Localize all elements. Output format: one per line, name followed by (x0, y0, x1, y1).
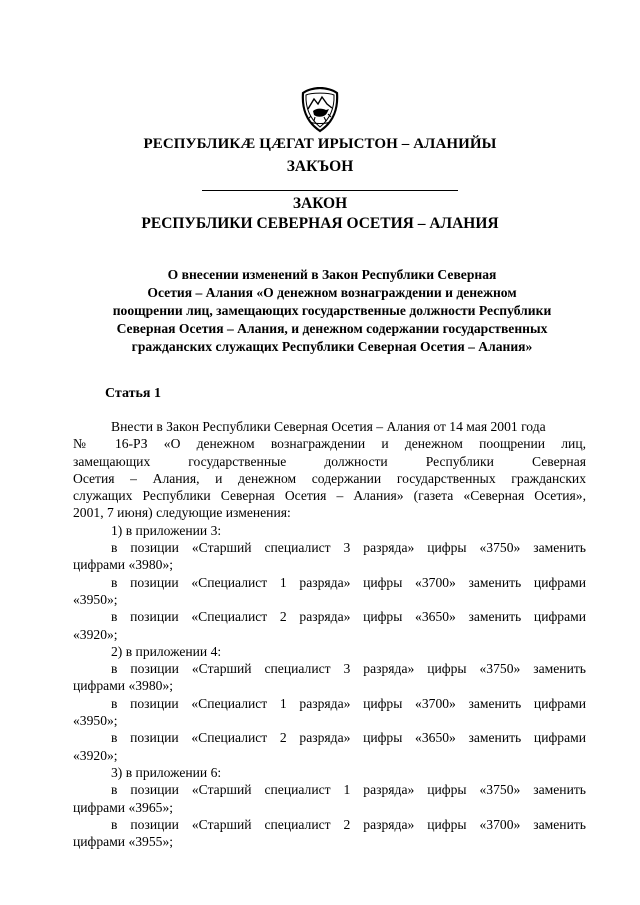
subject-line: поощрении лиц, замещающих государственные должности Республики (112, 303, 552, 318)
body-line: в позиции «Специалист 2 разряда» цифры «3650» заменить цифрами (111, 609, 586, 625)
body-line: цифрами «3980»; (73, 557, 174, 573)
body-line: «3950»; (73, 713, 118, 729)
body-line: в позиции «Старший специалист 1 разряда» цифры «3750» заменить (111, 782, 586, 798)
body-line: «3950»; (73, 591, 118, 607)
law-title-russian: ЗАКОН (292, 195, 348, 212)
body-line: № 16-РЗ «О денежном вознаграждении и денежном поощрении лиц, (73, 436, 586, 452)
republic-title-ossetian: РЕСПУБЛИКÆ ЦÆГАТ ИРЫСТОН – АЛАНИЙЫ (143, 136, 497, 152)
body-line: Осетия – Алания, и денежном содержании государственных гражданских (73, 470, 586, 486)
body-line: в позиции «Специалист 1 разряда» цифры «3700» заменить цифрами (111, 574, 586, 590)
body-line: цифрами «3955»; (73, 834, 174, 850)
body-line: служащих Республики Северная Осетия – Алания» (газета «Северная Осетия», (73, 488, 586, 504)
subject-line: О внесении изменений в Закон Республики Северная (167, 267, 497, 282)
divider (202, 190, 458, 191)
body-line: 3) в приложении 6: (111, 764, 222, 780)
article-body (73, 418, 586, 850)
subject-line: Северная Осетия – Алания, и денежном содержании государственных (116, 321, 548, 336)
body-line: в позиции «Старший специалист 3 разряда» цифры «3750» заменить (111, 540, 586, 556)
coat-of-arms-icon (300, 87, 340, 133)
body-line: цифрами «3980»; (73, 678, 174, 694)
article-heading: Статья 1 (105, 386, 161, 401)
body-line: 2001, 7 июня) следующие изменения: (73, 505, 291, 521)
body-line: в позиции «Специалист 2 разряда» цифры «3650» заменить цифрами (111, 730, 586, 746)
body-line: Внести в Закон Республики Северная Осетия – Алания от 14 мая 2001 года (111, 419, 546, 434)
body-line: замещающих государственные должности Республики Северная (73, 453, 586, 469)
subject-line: Осетия – Алания «О денежном вознаграждении и денежном (147, 285, 517, 300)
body-line: в позиции «Специалист 1 разряда» цифры «3700» заменить цифрами (111, 695, 586, 711)
body-line: 2) в приложении 4: (111, 643, 222, 659)
law-title-ossetian: ЗАКЪОН (286, 158, 354, 175)
body-line: «3920»; (73, 626, 118, 642)
body-line: «3920»; (73, 747, 118, 763)
republic-title-russian: РЕСПУБЛИКИ СЕВЕРНАЯ ОСЕТИЯ – АЛАНИЯ (141, 215, 499, 232)
subject-line: гражданских служащих Республики Северная Осетия – Алания» (131, 339, 533, 354)
body-line: в позиции «Старший специалист 2 разряда» цифры «3700» заменить (111, 816, 586, 832)
body-line: цифрами «3965»; (73, 799, 174, 815)
law-subject (80, 266, 584, 356)
body-line: 1) в приложении 3: (111, 522, 222, 538)
body-line: в позиции «Старший специалист 3 разряда» цифры «3750» заменить (111, 661, 586, 677)
